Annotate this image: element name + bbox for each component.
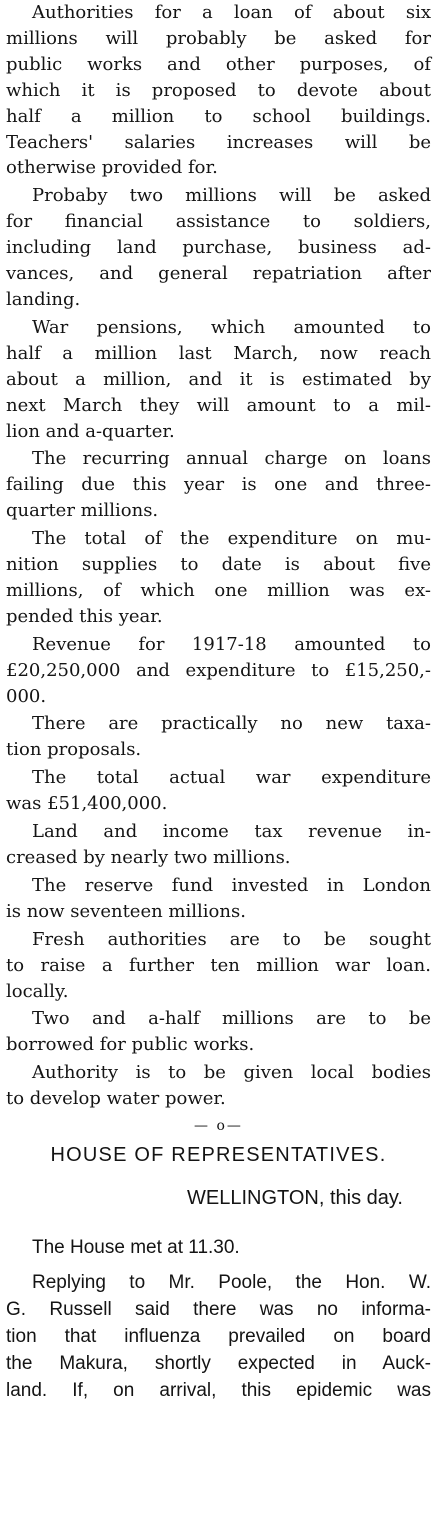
text-line: tion that influenza prevailed on board: [6, 1326, 431, 1348]
house-met-paragraph: [6, 1234, 431, 1261]
text-line: next March they will amount to a mil-: [6, 394, 431, 416]
budget-summary-section: [6, 0, 431, 1112]
text-line: Replying to Mr. Poole, the Hon. W.: [32, 1272, 431, 1294]
text-line: Revenue for 1917-18 amounted to: [32, 633, 431, 655]
text-line: 000.: [6, 685, 47, 707]
text-line: The total of the expenditure on mu-: [32, 528, 431, 550]
text-line: nition supplies to date is about five: [6, 554, 431, 576]
text-line: Two and a-half millions are to be: [32, 1008, 431, 1030]
text-line: locally.: [6, 980, 69, 1002]
text-line: G. Russell said there was no informa-: [6, 1299, 431, 1321]
text-line: Fresh authorities are to be sought: [32, 928, 431, 950]
dateline: WELLINGTON, this day.: [187, 1187, 403, 1210]
text-line: land. If, on arrival, this epidemic was: [6, 1380, 431, 1402]
text-line: The House met at 11.30.: [32, 1237, 240, 1259]
text-line: about a million, and it is estimated by: [6, 368, 431, 390]
text-line: Authorities for a loan of about six: [32, 2, 431, 23]
article-paragraph: [6, 1006, 431, 1058]
article-paragraph: [6, 819, 431, 871]
text-line: quarter millions.: [6, 500, 159, 522]
text-line: otherwise provided for.: [6, 157, 218, 179]
text-line: vances, and general repatriation after: [6, 263, 431, 285]
russell-reply-paragraph: [6, 1269, 431, 1404]
text-line: The total actual war expenditure: [32, 767, 431, 789]
text-line: including land purchase, business ad-: [6, 237, 431, 259]
article-paragraph: [6, 711, 431, 763]
text-line: is now seventeen millions.: [6, 900, 246, 922]
text-line: failing due this year is one and three-: [6, 474, 431, 496]
article-paragraph: [6, 183, 431, 313]
article-paragraph: [6, 632, 431, 710]
article-paragraph: [6, 873, 431, 925]
text-line: The recurring annual charge on loans: [32, 448, 431, 470]
text-line: public works and other purposes, of: [6, 53, 431, 75]
text-line: for financial assistance to soldiers,: [6, 211, 431, 233]
text-line: was £51,400,000.: [6, 793, 168, 815]
text-line: millions, of which one million was ex-: [6, 579, 431, 601]
text-line: The reserve fund invested in London: [32, 874, 431, 896]
text-line: the Makura, shortly expected in Auck-: [6, 1353, 431, 1375]
text-line: Authority is to be given local bodies: [32, 1062, 431, 1084]
text-line: Probaby two millions will be asked: [32, 185, 431, 207]
text-line: War pensions, which amounted to: [32, 316, 431, 338]
text-line: lion and a-quarter.: [6, 420, 175, 442]
text-line: to develop water power.: [6, 1088, 226, 1110]
text-line: which it is proposed to devote about: [6, 79, 431, 101]
article-paragraph: [6, 0, 431, 181]
article-paragraph: [6, 526, 431, 630]
article-paragraph: [6, 1269, 431, 1404]
text-line: There are practically no new taxa-: [32, 713, 431, 735]
article-paragraph: [6, 927, 431, 1005]
article-paragraph: [6, 446, 431, 524]
text-line: Teachers' salaries increases will be: [6, 131, 431, 153]
text-line: Land and income tax revenue in-: [32, 821, 431, 843]
article-paragraph: [6, 315, 431, 445]
text-line: pended this year.: [6, 605, 163, 627]
text-line: £20,250,000 and expenditure to £15,250,-: [6, 659, 431, 681]
section-heading: HOUSE OF REPRESENTATIVES.: [50, 1144, 387, 1167]
text-line: borrowed for public works.: [6, 1034, 255, 1056]
text-line: tion proposals.: [6, 739, 142, 761]
text-line: half a million to school buildings.: [6, 105, 431, 127]
text-line: half a million last March, now reach: [6, 342, 431, 364]
text-line: landing.: [6, 288, 81, 310]
article-paragraph: [6, 1060, 431, 1112]
text-line: to raise a further ten million war loan.: [6, 954, 431, 976]
text-line: creased by nearly two millions.: [6, 847, 291, 868]
section-divider: — o—: [194, 1118, 243, 1135]
text-line: millions will probably be asked for: [6, 27, 431, 49]
article-paragraph: [6, 765, 431, 817]
newspaper-column: [6, 0, 431, 1412]
